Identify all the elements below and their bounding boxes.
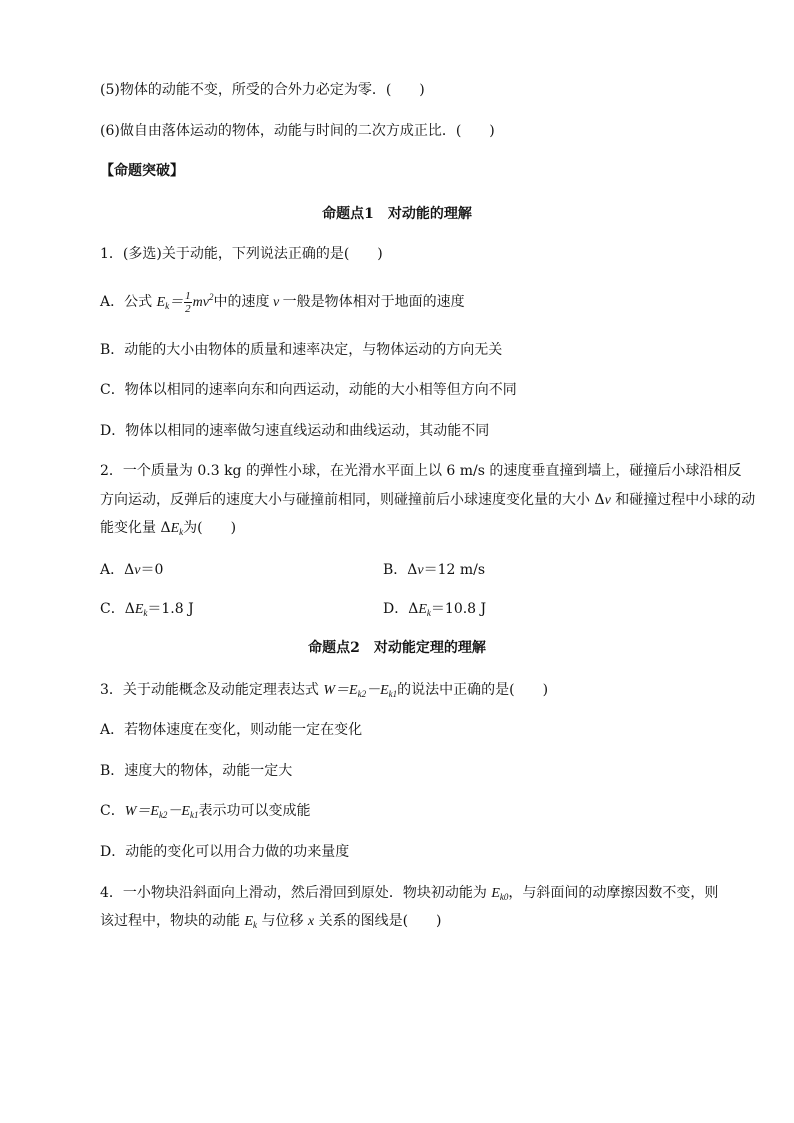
option-a-value: ＝0	[140, 562, 164, 578]
problem-3-option-b: B．速度大的物体，动能一定大	[100, 763, 293, 779]
problem-3-suffix: 的说法中正确的是( )	[397, 682, 549, 698]
problem-2-line-2-end: 和碰撞过程中小球的动	[610, 492, 756, 508]
problem-3-option-d: D．动能的变化可以用合力做的功来量度	[100, 844, 350, 860]
question-6: (6)做自由落体运动的物体，动能与时间的二次方成正比．( )	[100, 123, 495, 139]
option-b-label: B．Δ	[383, 562, 418, 578]
option-a-prefix: A．公式	[100, 294, 157, 310]
problem-3-stem	[100, 680, 548, 704]
symbol-ek0: $E_{k0}$	[491, 886, 509, 902]
section-heading: 【命题突破】	[100, 163, 184, 179]
problem-2-option-c	[100, 599, 194, 623]
symbol-v: v	[417, 563, 424, 578]
problem-2-line-3-end: 为( )	[183, 520, 237, 536]
problem-1-option-c: C．物体以相同的速率向东和向西运动，动能的大小相等但方向不同	[100, 382, 517, 398]
formula-work-energy: $W=E_{k2}-E_{k1}$	[323, 683, 398, 699]
option-d-value: ＝10.8 J	[430, 601, 487, 617]
option-c-text: 表示功可以变成能	[198, 803, 311, 819]
problem-1-option-d: D．物体以相同的速率做匀速直线运动和曲线运动，其动能不同	[100, 423, 490, 439]
option-b-value: ＝12 m/s	[423, 562, 486, 578]
problem-4-suffix: ，与斜面间的动摩擦因数不变，则	[508, 885, 719, 901]
problem-3-prefix: 3．关于动能概念及动能定理表达式	[100, 682, 324, 698]
option-c-value: ＝1.8 J	[147, 601, 194, 617]
formula-ek: $E_k=$ $\frac{1}{2}$ $mv^2$	[156, 290, 214, 316]
option-c-label: C．Δ	[100, 601, 135, 617]
problem-4-line-1	[100, 883, 718, 907]
question-5: (5)物体的动能不变，所受的合外力必定为零．( )	[100, 82, 425, 98]
problem-2-line-3-text: 能变化量 Δ	[100, 520, 171, 536]
symbol-ek: $E_k$	[170, 521, 184, 537]
symbol-v: v	[134, 563, 141, 578]
option-c-label: C．	[100, 803, 125, 819]
symbol-ek: $E_k$	[418, 602, 431, 618]
option-a-label: A．Δ	[100, 562, 135, 578]
problem-3-option-a: A．若物体速度在变化，则动能一定在变化	[100, 722, 363, 738]
problem-2-line-1: 2．一个质量为 0.3 kg 的弹性小球，在光滑水平面上以 6 m/s 的速度垂直撞到墙上，碰撞后小球沿相反	[100, 463, 742, 479]
problem-4-line-2	[100, 911, 442, 935]
option-d-label: D．Δ	[383, 601, 419, 617]
problem-4-line-2-prefix: 该过程中，物块的动能	[100, 913, 245, 929]
problem-2-line-2-text: 方向运动，反弹后的速度大小与碰撞前相同，则碰撞前后小球速度变化量的大小 Δ	[100, 492, 605, 508]
problem-1-option-b: B．动能的大小由物体的质量和速率决定，与物体运动的方向无关	[100, 342, 503, 358]
option-a-middle: 中的速度	[213, 294, 270, 310]
symbol-v: v	[269, 295, 283, 310]
problem-4-prefix: 4．一小物块沿斜面向上滑动，然后滑回到原处．物块初动能为	[100, 885, 492, 901]
problem-4-line-2-mid: 与位移	[257, 913, 308, 929]
problem-1-stem: 1．(多选)关于动能，下列说法正确的是( )	[100, 246, 383, 262]
problem-2-option-b	[383, 560, 485, 581]
symbol-ek: $E_k$	[134, 602, 148, 618]
symbol-v: v	[604, 493, 611, 508]
problem-2-line-2	[100, 490, 755, 511]
problem-2-option-d	[383, 599, 486, 623]
formula-work-energy: $W=E_{k2}-E_{k1}$	[124, 804, 199, 820]
problem-1-option-a	[100, 287, 465, 316]
symbol-x: x	[307, 914, 315, 929]
topic-1-heading: 命题点1 对动能的理解	[322, 206, 472, 222]
option-a-end: 一般是物体相对于地面的速度	[282, 294, 465, 310]
symbol-ek: $E_k$	[244, 914, 258, 930]
problem-2-line-3	[100, 518, 236, 542]
problem-2-option-a	[100, 560, 163, 581]
problem-3-option-c	[100, 801, 311, 825]
problem-4-line-2-suffix: 关系的图线是( )	[314, 913, 442, 929]
topic-2-heading: 命题点2 对动能定理的理解	[308, 640, 486, 656]
